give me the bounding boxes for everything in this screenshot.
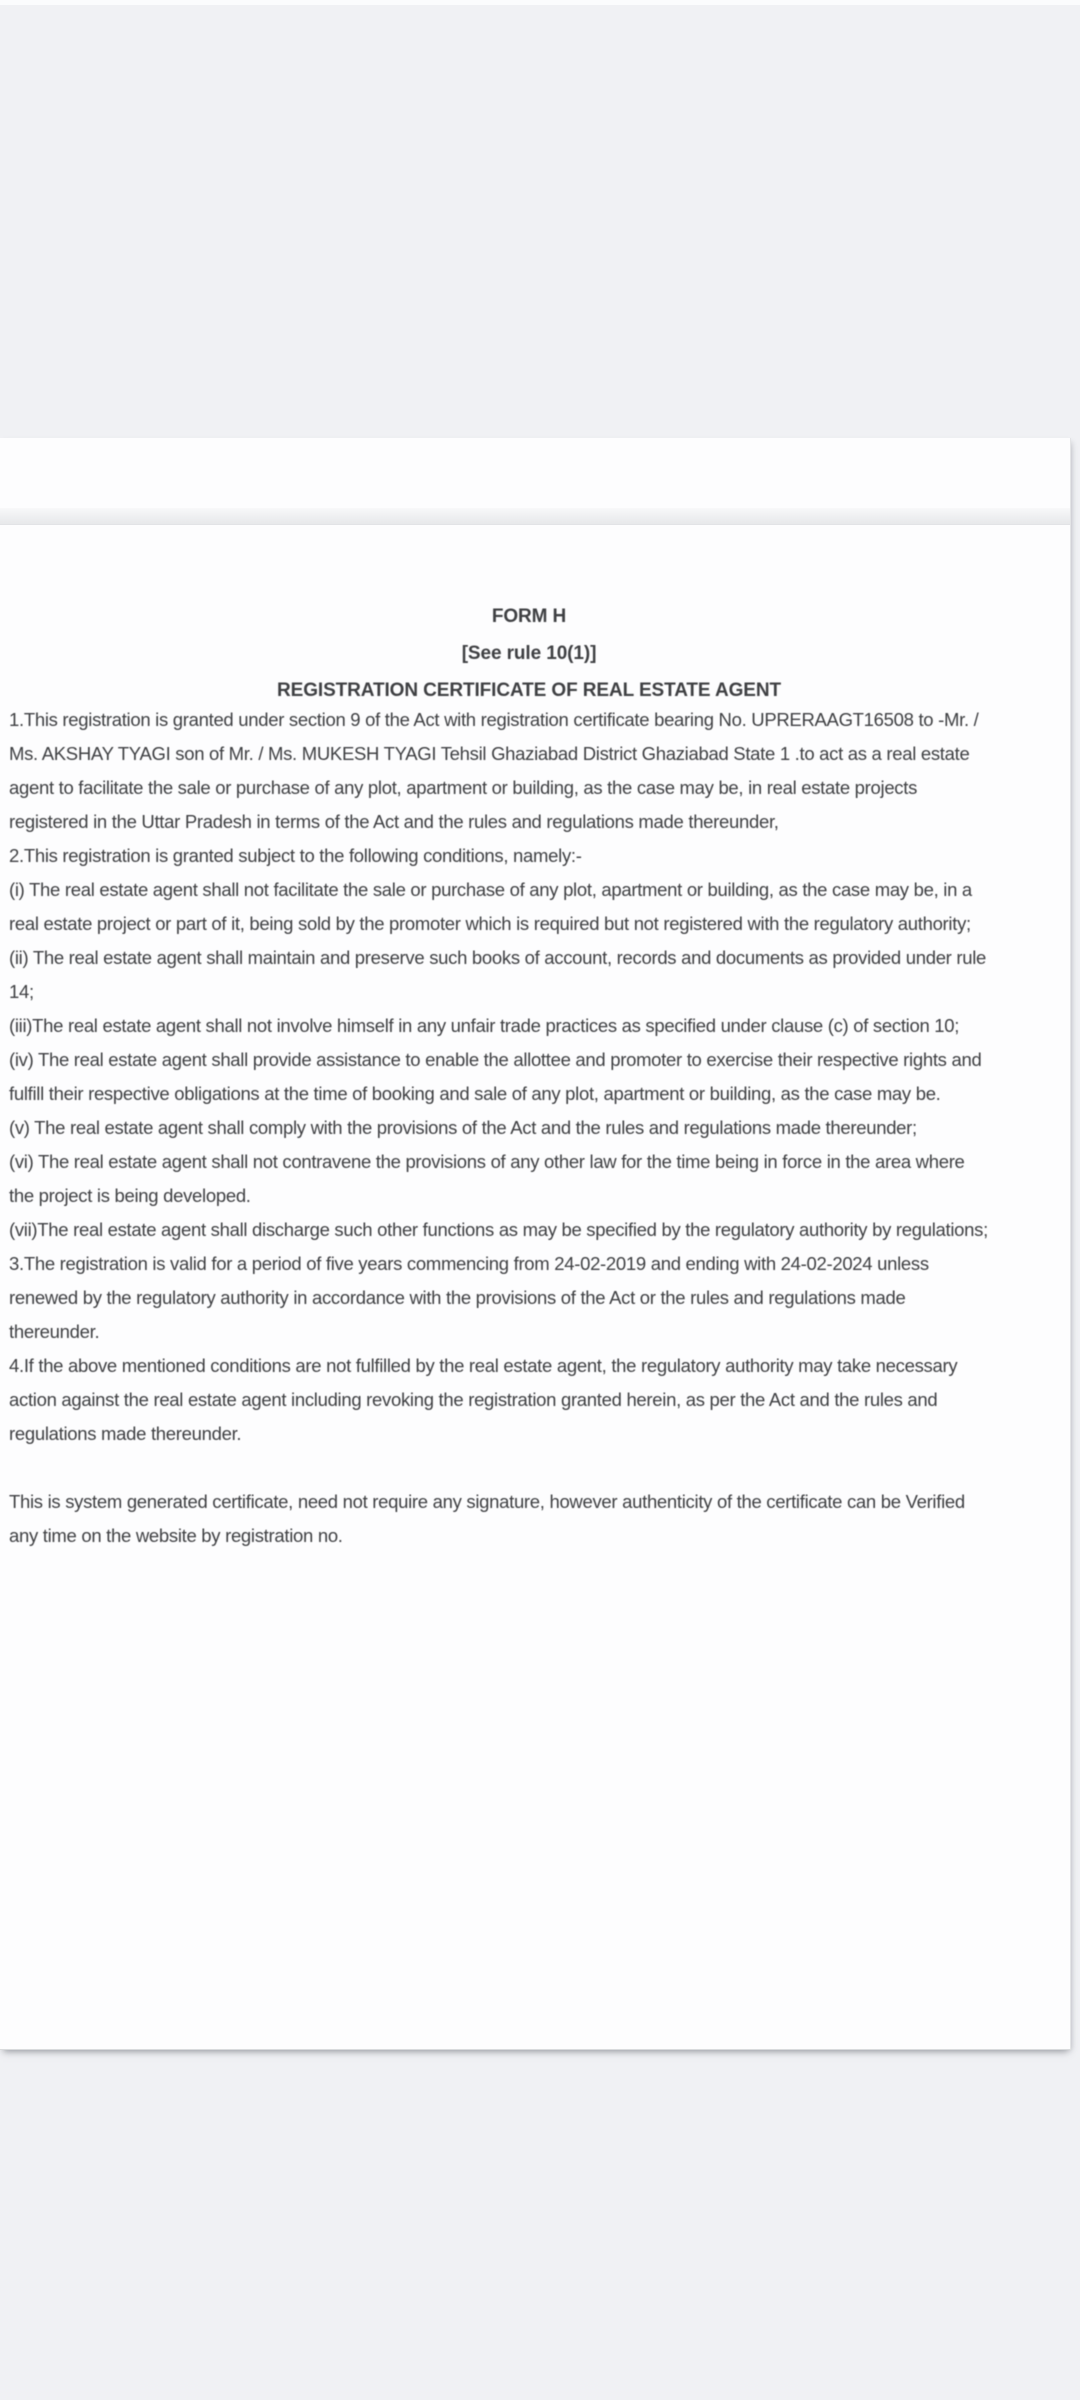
document-text-line: regulations made thereunder. bbox=[9, 1423, 242, 1444]
rule-reference: [See rule 10(1)] bbox=[461, 643, 597, 664]
document-text-line: (vii)The real estate agent shall discharge such other functions as may be specified by the regulatory authority by regulations; bbox=[9, 1219, 988, 1240]
document-text-line: (i) The real estate agent shall not facilitate the sale or purchase of any plot, apartment or building, as the case may be, in a bbox=[9, 879, 972, 900]
certificate-page[interactable] bbox=[0, 438, 1071, 2050]
document-text-line: 1.This registration is granted under section 9 of the Act with registration certificate bearing No. UPRERAAGT16508 to -Mr. / bbox=[9, 709, 979, 730]
document-text-line: action against the real estate agent including revoking the registration granted herein, as per the Act and the rules and bbox=[9, 1389, 938, 1410]
document-text-line: thereunder. bbox=[9, 1321, 100, 1342]
certificate-title: REGISTRATION CERTIFICATE OF REAL ESTATE AGENT bbox=[277, 680, 781, 701]
document-text-line: This is system generated certificate, need not require any signature, however authenticity of the certificate can be Verified bbox=[9, 1491, 965, 1512]
document-text-line: (ii) The real estate agent shall maintain and preserve such books of account, records and documents as provided under rule bbox=[9, 947, 987, 968]
document-text-line: fulfill their respective obligations at the time of booking and sale of any plot, apartment or building, as the case may be. bbox=[9, 1083, 941, 1104]
certificate-footer-note bbox=[9, 1485, 1069, 1553]
certificate-content bbox=[0, 438, 1070, 2049]
document-text-line: (vi) The real estate agent shall not contravene the provisions of any other law for the time being in force in the area where bbox=[9, 1151, 965, 1172]
document-text-line: agent to facilitate the sale or purchase of any plot, apartment or building, as the case may be, in real estate projects bbox=[9, 777, 918, 798]
form-number-title: FORM H bbox=[491, 606, 567, 627]
certificate-header bbox=[9, 598, 1049, 709]
document-text-line: 2.This registration is granted subject to the following conditions, namely:- bbox=[9, 845, 582, 866]
document-text-line: registered in the Uttar Pradesh in terms of the Act and the rules and regulations made thereunder, bbox=[9, 811, 779, 832]
document-text-line: 3.The registration is valid for a period of five years commencing from 24-02-2019 and ending with 24-02-2024 unless bbox=[9, 1253, 929, 1274]
screen-top-highlight bbox=[0, 0, 1080, 5]
document-text-line: 14; bbox=[9, 981, 34, 1002]
certificate-body-text bbox=[9, 703, 1069, 1451]
document-text-line: (iii)The real estate agent shall not involve himself in any unfair trade practices as specified under clause (c) of section 10; bbox=[9, 1015, 960, 1036]
document-text-line: any time on the website by registration no. bbox=[9, 1525, 343, 1546]
document-text-line: 4.If the above mentioned conditions are not fulfilled by the real estate agent, the regulatory authority may take necessary bbox=[9, 1355, 958, 1376]
document-text-line: (iv) The real estate agent shall provide assistance to enable the allottee and promoter to exercise their respective rights and bbox=[9, 1049, 982, 1070]
document-text-line: renewed by the regulatory authority in accordance with the provisions of the Act or the rules and regulations made bbox=[9, 1287, 906, 1308]
document-text-line: (v) The real estate agent shall comply with the provisions of the Act and the rules and regulations made thereunder; bbox=[9, 1117, 917, 1138]
document-text-line: Ms. AKSHAY TYAGI son of Mr. / Ms. MUKESH TYAGI Tehsil Ghaziabad District Ghaziabad State 1 .to act as a real estate bbox=[9, 743, 970, 764]
document-text-line: real estate project or part of it, being sold by the promoter which is required but not registered with the regulatory authority; bbox=[9, 913, 971, 934]
document-text-line: the project is being developed. bbox=[9, 1185, 251, 1206]
